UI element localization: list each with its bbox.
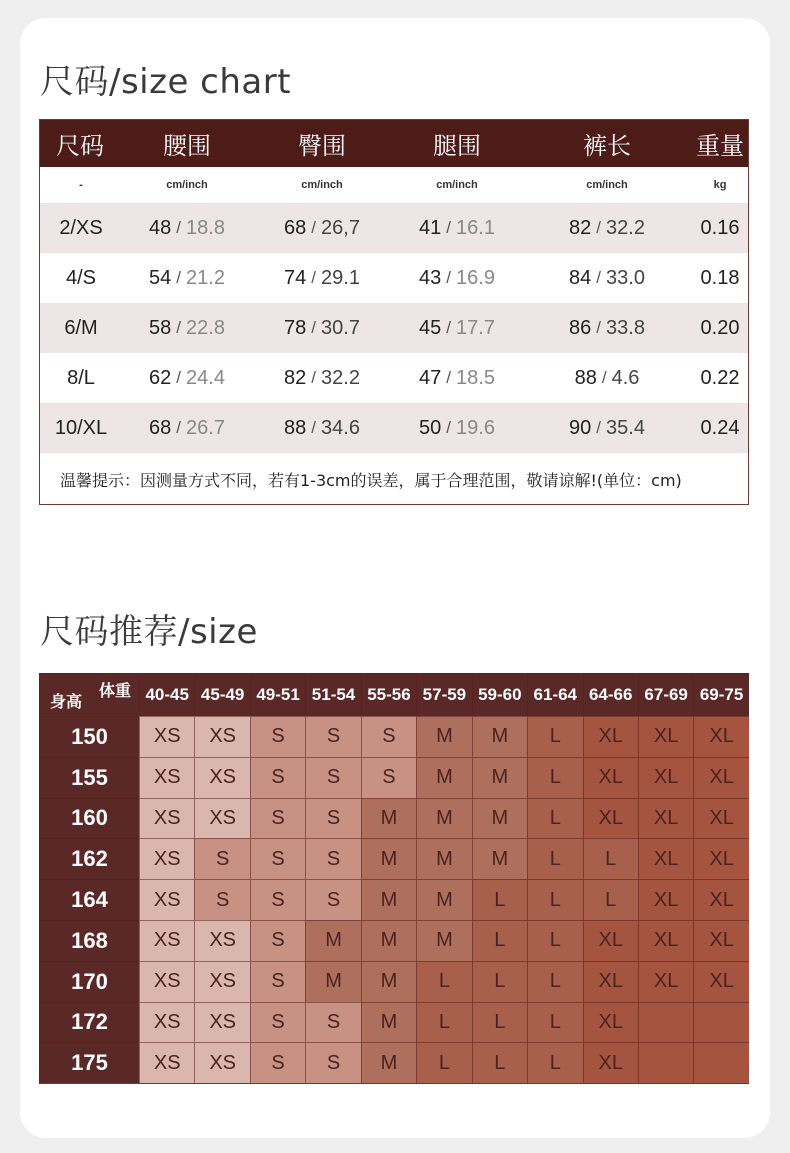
size-chart-row	[40, 203, 748, 253]
weight-cell: 0.16	[700, 216, 740, 239]
weight-range-header: 55-56	[361, 673, 416, 716]
hip-inch-value: 34.6	[321, 416, 360, 439]
size-recommendation-cell	[638, 1042, 693, 1083]
size-recommendation-cell: L	[527, 1042, 582, 1083]
size-recommendation-cell: L	[416, 961, 471, 1002]
length-cell	[522, 253, 692, 303]
size-recommendation-cell: M	[416, 757, 471, 798]
size-recommendation-cell: M	[361, 798, 416, 839]
unit-separator: /	[311, 368, 317, 387]
size-recommendation-cell: L	[527, 961, 582, 1002]
thigh-cm-value: 41	[419, 216, 442, 239]
waist-inch-value: 26.7	[186, 416, 225, 439]
size-recommendation-cell: XS	[139, 920, 194, 961]
weight-range-header: 40-45	[139, 673, 194, 716]
unit-separator: /	[596, 268, 602, 287]
size-recommendation-cell: S	[250, 961, 305, 1002]
hip-cm-value: 88	[284, 416, 307, 439]
unit-separator: /	[596, 318, 602, 337]
size-chart-table	[39, 119, 749, 505]
unit-separator: /	[176, 368, 182, 387]
size-recommendation-cell: M	[416, 716, 471, 757]
weight-cell: 0.18	[700, 266, 740, 289]
unit-size: -	[79, 179, 83, 191]
size-recommendation-cell: XL	[583, 920, 638, 961]
size-recommendation-cell: M	[305, 961, 360, 1002]
weight-range-header: 49-51	[250, 673, 305, 716]
header-waist: 腰围	[163, 132, 211, 160]
height-axis-label: 身高	[50, 694, 83, 711]
size-recommendation-cell: XS	[194, 920, 249, 961]
size-recommendation-cell: S	[305, 798, 360, 839]
size-recommendation-cell: L	[472, 920, 527, 961]
size-recommendation-cell: M	[472, 757, 527, 798]
size-recommendation-grid	[39, 673, 749, 1084]
unit-separator: /	[311, 218, 317, 237]
size-recommendation-cell: XS	[194, 798, 249, 839]
size-recommendation-cell: XS	[194, 961, 249, 1002]
size-recommendation-cell: L	[527, 879, 582, 920]
header-thigh: 腿围	[433, 132, 481, 160]
size-recommendation-cell: L	[472, 1042, 527, 1083]
size-recommendation-cell: M	[361, 879, 416, 920]
size-recommendation-cell: XL	[693, 879, 748, 920]
unit-weight: kg	[713, 179, 727, 191]
unit-separator: /	[601, 368, 607, 387]
size-recommendation-cell: M	[361, 1042, 416, 1083]
size-recommendation-cell: L	[472, 1002, 527, 1043]
hip-cm-value: 82	[284, 366, 307, 389]
size-recommendation-cell: XS	[194, 757, 249, 798]
hip-cm-value: 78	[284, 316, 307, 339]
thigh-cell	[392, 403, 522, 453]
size-recommendation-cell: XL	[638, 838, 693, 879]
hip-inch-value: 32.2	[321, 366, 360, 389]
thigh-inch-value: 16.1	[456, 216, 495, 239]
measurement-note: 温馨提示：因测量方式不同，若有1-3cm的误差，属于合理范围，敬请谅解!(单位：cm)	[60, 471, 682, 490]
length-cell	[522, 203, 692, 253]
size-recommendation-cell: XL	[638, 920, 693, 961]
hip-inch-value: 29.1	[321, 266, 360, 289]
thigh-cm-value: 45	[419, 316, 442, 339]
height-row-header: 150	[39, 716, 139, 757]
size-recommendation-cell: M	[472, 716, 527, 757]
height-row-header: 172	[39, 1002, 139, 1043]
hip-cell	[252, 403, 392, 453]
thigh-cell	[392, 253, 522, 303]
weight-range-header: 61-64	[527, 673, 582, 716]
unit-separator: /	[176, 268, 182, 287]
height-row-header: 155	[39, 757, 139, 798]
size-recommendation-cell: L	[527, 716, 582, 757]
weight-range-header: 69-75	[693, 673, 748, 716]
length-cm-value: 84	[569, 266, 592, 289]
waist-cm-value: 48	[149, 216, 172, 239]
waist-cell	[122, 303, 252, 353]
weight-cell: 0.20	[700, 316, 740, 339]
size-recommendation-cell: XL	[693, 798, 748, 839]
size-recommendation-cell: XL	[693, 920, 748, 961]
size-recommendation-cell: XL	[583, 961, 638, 1002]
size-recommendation-cell: S	[194, 879, 249, 920]
size-recommendation-cell: L	[527, 838, 582, 879]
size-recommendation-cell: S	[250, 879, 305, 920]
size-recommendation-title: 尺码推荐/size	[40, 612, 258, 652]
size-recommendation-cell: S	[361, 716, 416, 757]
size-chart-row	[40, 253, 748, 303]
length-cm-value: 86	[569, 316, 592, 339]
waist-cm-value: 58	[149, 316, 172, 339]
size-recommendation-cell: M	[416, 798, 471, 839]
size-recommendation-cell	[693, 1002, 748, 1043]
hip-cell	[252, 303, 392, 353]
size-recommendation-cell: S	[361, 757, 416, 798]
size-recommendation-cell: M	[305, 920, 360, 961]
hip-cell	[252, 253, 392, 303]
waist-cell	[122, 353, 252, 403]
size-recommendation-cell: M	[361, 961, 416, 1002]
unit-separator: /	[596, 218, 602, 237]
height-row-header: 175	[39, 1042, 139, 1083]
size-recommendation-cell: XS	[194, 716, 249, 757]
size-recommendation-cell: XL	[693, 838, 748, 879]
size-recommendation-cell	[693, 1042, 748, 1083]
weight-range-header: 59-60	[472, 673, 527, 716]
unit-length: cm/inch	[586, 179, 628, 191]
size-label: 8/L	[67, 366, 95, 389]
size-recommendation-cell: XS	[194, 1002, 249, 1043]
size-label: 6/M	[64, 316, 98, 339]
size-chart-row	[40, 303, 748, 353]
length-cell	[522, 353, 692, 403]
waist-cm-value: 54	[149, 266, 172, 289]
size-recommendation-cell: M	[361, 920, 416, 961]
size-recommendation-cell: XS	[139, 1002, 194, 1043]
thigh-cell	[392, 353, 522, 403]
thigh-inch-value: 19.6	[456, 416, 495, 439]
length-cm-value: 88	[574, 366, 597, 389]
size-recommendation-cell: L	[583, 838, 638, 879]
size-recommendation-cell: XL	[583, 798, 638, 839]
unit-separator: /	[446, 268, 452, 287]
header-hip: 臀围	[298, 132, 346, 160]
size-recommendation-cell: XS	[139, 757, 194, 798]
hip-cm-value: 74	[284, 266, 307, 289]
unit-separator: /	[176, 418, 182, 437]
size-recommendation-cell: L	[527, 757, 582, 798]
size-recommendation-cell: XS	[194, 1042, 249, 1083]
header-weight: 重量	[696, 132, 744, 160]
thigh-inch-value: 17.7	[456, 316, 495, 339]
unit-separator: /	[446, 218, 452, 237]
size-recommendation-cell: XS	[139, 716, 194, 757]
weight-range-header: 67-69	[638, 673, 693, 716]
size-chart-row	[40, 353, 748, 403]
size-label: 10/XL	[54, 416, 108, 439]
thigh-cm-value: 50	[419, 416, 442, 439]
size-recommendation-cell: XL	[638, 961, 693, 1002]
size-recommendation-cell: XS	[139, 879, 194, 920]
size-recommendation-cell: L	[416, 1002, 471, 1043]
size-recommendation-cell: XL	[583, 1042, 638, 1083]
height-row-header: 160	[39, 798, 139, 839]
unit-separator: /	[176, 218, 182, 237]
thigh-inch-value: 16.9	[456, 266, 495, 289]
size-chart-row	[40, 403, 748, 453]
length-inch-value: 33.0	[606, 266, 645, 289]
height-row-header: 162	[39, 838, 139, 879]
thigh-cm-value: 43	[419, 266, 442, 289]
weight-range-header: 57-59	[416, 673, 471, 716]
waist-cm-value: 62	[149, 366, 172, 389]
length-cell	[522, 303, 692, 353]
size-recommendation-cell: L	[472, 961, 527, 1002]
size-recommendation-cell: M	[361, 1002, 416, 1043]
unit-separator: /	[446, 318, 452, 337]
size-recommendation-cell: XL	[638, 757, 693, 798]
waist-inch-value: 24.4	[186, 366, 225, 389]
size-chart-header-row	[40, 120, 748, 167]
size-recommendation-cell: L	[416, 1042, 471, 1083]
length-cm-value: 82	[569, 216, 592, 239]
length-cm-value: 90	[569, 416, 592, 439]
size-recommendation-cell: XL	[638, 879, 693, 920]
size-recommendation-cell: XL	[638, 716, 693, 757]
size-recommendation-cell: XL	[693, 757, 748, 798]
length-inch-value: 32.2	[606, 216, 645, 239]
unit-separator: /	[176, 318, 182, 337]
size-recommendation-cell: XS	[139, 961, 194, 1002]
height-row-header: 164	[39, 879, 139, 920]
size-chart-body	[40, 203, 748, 453]
size-recommendation-cell: S	[305, 716, 360, 757]
weight-cell: 0.22	[700, 366, 740, 389]
size-recommendation-cell: XS	[139, 798, 194, 839]
size-recommendation-cell: S	[305, 879, 360, 920]
height-row-header: 170	[39, 961, 139, 1002]
size-recommendation-cell	[638, 1002, 693, 1043]
size-recommendation-cell: L	[527, 920, 582, 961]
unit-waist: cm/inch	[166, 179, 208, 191]
thigh-inch-value: 18.5	[456, 366, 495, 389]
size-recommendation-cell: XL	[583, 1002, 638, 1043]
size-recommendation-cell: XL	[693, 716, 748, 757]
waist-cell	[122, 403, 252, 453]
waist-cell	[122, 203, 252, 253]
unit-hip: cm/inch	[301, 179, 343, 191]
size-chart-units-row	[40, 167, 748, 203]
hip-inch-value: 30.7	[321, 316, 360, 339]
thigh-cell	[392, 203, 522, 253]
size-recommendation-cell: S	[250, 1042, 305, 1083]
thigh-cell	[392, 303, 522, 353]
size-chart-title: 尺码/size chart	[40, 62, 292, 102]
size-label: 4/S	[65, 266, 97, 289]
size-recommendation-cell: XL	[583, 716, 638, 757]
size-label: 2/XS	[59, 216, 103, 239]
weight-range-header: 51-54	[305, 673, 360, 716]
size-recommendation-cell: L	[527, 798, 582, 839]
unit-separator: /	[446, 418, 452, 437]
size-recommendation-cell: S	[305, 1042, 360, 1083]
size-recommendation-cell: L	[527, 1002, 582, 1043]
waist-inch-value: 22.8	[186, 316, 225, 339]
header-length: 裤长	[583, 132, 631, 160]
length-inch-value: 4.6	[611, 366, 640, 389]
size-recommendation-cell: XS	[139, 838, 194, 879]
hip-cm-value: 68	[284, 216, 307, 239]
size-recommendation-cell: M	[416, 879, 471, 920]
size-recommendation-cell: S	[194, 838, 249, 879]
unit-separator: /	[311, 318, 317, 337]
unit-separator: /	[311, 268, 317, 287]
weight-axis-label: 体重	[98, 683, 131, 700]
size-recommendation-cell: XL	[638, 798, 693, 839]
size-recommendation-cell: L	[472, 879, 527, 920]
size-recommendation-cell: M	[361, 838, 416, 879]
size-recommendation-cell: XL	[693, 961, 748, 1002]
weight-cell: 0.24	[700, 416, 740, 439]
size-recommendation-cell: M	[416, 920, 471, 961]
size-recommendation-cell: XS	[139, 1042, 194, 1083]
weight-range-header: 45-49	[194, 673, 249, 716]
hip-inch-value: 26,7	[321, 216, 360, 239]
size-recommendation-cell: L	[583, 879, 638, 920]
header-size: 尺码	[56, 132, 104, 160]
unit-separator: /	[311, 418, 317, 437]
unit-separator: /	[596, 418, 602, 437]
size-recommendation-cell: S	[250, 920, 305, 961]
size-recommendation-cell: S	[305, 1002, 360, 1043]
size-recommendation-cell: M	[416, 838, 471, 879]
size-recommendation-cell: S	[305, 838, 360, 879]
grid-corner-header	[39, 673, 139, 716]
size-recommendation-cell: XL	[583, 757, 638, 798]
size-recommendation-cell: M	[472, 838, 527, 879]
length-inch-value: 33.8	[606, 316, 645, 339]
size-recommendation-cell: S	[250, 1002, 305, 1043]
size-recommendation-cell: S	[305, 757, 360, 798]
weight-range-header: 64-66	[583, 673, 638, 716]
waist-cm-value: 68	[149, 416, 172, 439]
waist-inch-value: 18.8	[186, 216, 225, 239]
size-recommendation-cell: S	[250, 798, 305, 839]
size-recommendation-cell: M	[472, 798, 527, 839]
size-recommendation-cell: S	[250, 838, 305, 879]
thigh-cm-value: 47	[419, 366, 442, 389]
size-recommendation-cell: S	[250, 757, 305, 798]
hip-cell	[252, 353, 392, 403]
waist-inch-value: 21.2	[186, 266, 225, 289]
size-recommendation-cell: S	[250, 716, 305, 757]
waist-cell	[122, 253, 252, 303]
unit-separator: /	[446, 368, 452, 387]
hip-cell	[252, 203, 392, 253]
unit-thigh: cm/inch	[436, 179, 478, 191]
length-cell	[522, 403, 692, 453]
length-inch-value: 35.4	[606, 416, 645, 439]
height-row-header: 168	[39, 920, 139, 961]
